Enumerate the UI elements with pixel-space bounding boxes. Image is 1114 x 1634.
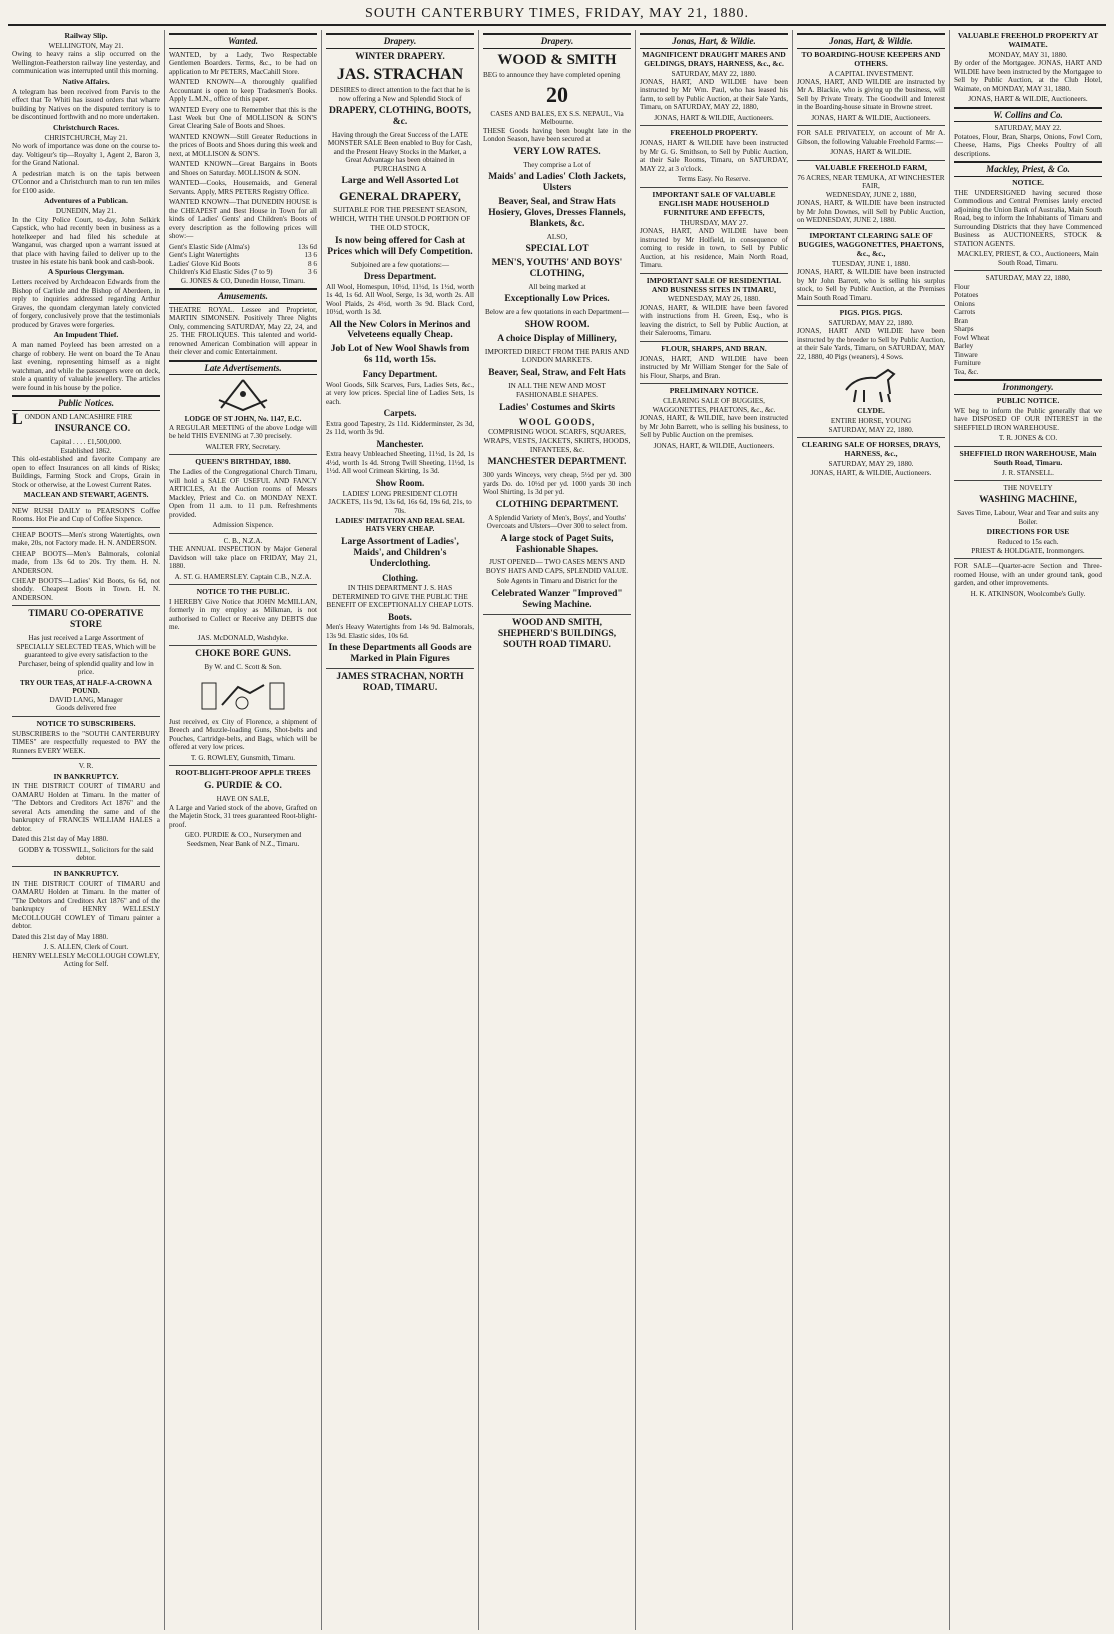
rush-ad: NEW RUSH DAILY to PEARSON'S Coffee Rooms. Hot Pie and Cup of Coffee Sixpence. [12,506,160,524]
divider [797,125,945,126]
wood-smith-intro: BEG to announce they have completed opening [483,71,621,80]
railway-dateline: WELLINGTON, May 21. [48,41,124,50]
boots-text: Men's Heavy Watertights from 14s 9d. Balmorals, 13s 9d. Elastic sides, 10s 6d. [326,623,474,640]
comprise: They comprise a Lot of [523,160,591,169]
clothing-text: IN THIS DEPARTMENT J. S. HAS DETERMINED TO GIVE THE PUBLIC THE BENEFIT OF EXCEPTIONALLY CHEAP LOTS. [326,584,474,610]
general-sub: SUITABLE FOR THE PRESENT SEASON, WHICH, WITH THE UNSOLD PORTION OF THE OLD STOCK, [329,205,471,232]
sale-item: Sharps [954,325,974,334]
low-prices: Exceptionally Low Prices. [504,294,610,305]
priest-sign: PRIEST & HOLDGATE, Ironmongers. [971,546,1085,555]
divider [954,480,1102,481]
coop-goods: Goods delivered free [55,704,117,713]
a6-sign: JONAS, HART, & WILDIE, Auctioneers. [653,441,775,450]
wanted-ad-1: WANTED, by a Lady, Two Respectable Gentlemen Boarders. Terms, &c., to be had on application to Mr PETERS, MacCahill Store. [169,50,317,76]
a4-title: IMPORTANT SALE OF RESIDENTIAL AND BUSINESS SITES IN TIMARU, [646,275,782,294]
a4-text: JONAS, HART, & WILDIE have been favored with instructions from H. Green, Esq., who is leaving the district, to Sell by Public Auction, at their Salerooms, Timaru. [640,303,788,338]
millinery: A choice Display of Millinery, [497,333,617,344]
guns-illustration-icon [169,675,317,715]
amusements-heading: Amusements. [169,288,317,304]
a1-text: JONAS, HART, AND WILDIE have been instructed by Mr Wm. Paul, who has leased his farm, to sell by Public Auction, at their Sale Yards, Timaru, on SATURDAY, MAY 22, 1880, [640,78,788,112]
mackley-heading: Mackley, Priest, & Co. [954,161,1102,177]
wanted-heading: Wanted. [169,33,317,49]
price-value: 13 6 [304,251,317,260]
horse-illustration-icon [797,364,945,404]
collins-text: Potatoes, Flour, Bran, Sharps, Onions, Fowl Corn, Cheese, Hams, Pigs Cheeks Poultry of all descriptions. [954,132,1102,158]
imported: IMPORTED DIRECT FROM THE PARIS AND LONDON MARKETS. [484,346,630,365]
price-value: 3 6 [308,268,317,277]
bankruptcy-date: Dated this 21st day of May 1880. [12,835,109,844]
native-text: A telegram has been received from Parvis to the effect that Te Whiti has issued orders that wharre building by Natives on the disputed territory is to be discontinued forthwith and no more undertaken. [12,87,160,122]
divider [640,341,788,342]
races-heading: Christchurch Races. [52,122,120,132]
b2-text: FOR SALE PRIVATELY, on account of Mr A. Gibson, the following Valuable Freehold Farms:— [797,129,945,146]
beaver-hats: Beaver, Seal, and Straw Hats Hosiery, Gloves, Dresses Flannels, Blankets, &c. [488,196,626,229]
fire-established: Established 1862. [60,446,112,455]
large-lot: Large and Well Assorted Lot [341,176,459,187]
subscribers-heading: NOTICE TO SUBSCRIBERS. [36,718,136,728]
railway-heading: Railway Slip. [64,31,108,40]
iron-text: WE beg to inform the Public generally that we have DISPOSED OF OUR INTEREST in the SHEFFIELD IRON WAREHOUSE. [954,406,1102,432]
b5-text: JONAS, HART AND WILDIE have been instructed by the breeder to Sell by Public Auction, at their Sale Yards, Timaru, on SATURDAY, MAY 22, 1880, 40 Pigs (weaners), 4 Sows. [797,327,945,361]
divider [797,305,945,306]
fancy-heading: Fancy Department. [362,369,438,380]
dunedin-house-sign: G. JONES & CO, Dunedin House, Timaru. [180,276,306,285]
divider [12,716,160,717]
clergyman-text: Letters received by Archdeacon Edwards from the Bishop of Carlisle and the Bishop of Aberdeen, in reply to inquiries addressed regarding Arthur Graves, the quondam clergyman lately convicted of forgery, conclusively prove that the testimonials produced by Graves were forgeries. [12,278,160,329]
guns-heading: CHOKE BORE GUNS. [195,649,291,660]
column-6 [793,30,950,1630]
mens-clothing: MEN'S, YOUTHS' AND BOYS' CLOTHING, [491,258,623,280]
guns-text: Just received, ex City of Florence, a shipment of Breech and Muzzle-loading Guns, Shot-belts and Pouches, Cartridge-belts, and Bags, which will be offered at very low prices. [169,717,317,752]
divider [12,605,160,606]
price-row [169,268,317,276]
lodge-title: LODGE OF ST JOHN, No. 1147, E.C. [184,415,302,424]
showroom-text: LADIES' LONG PRESIDENT CLOTH JACKETS, 11s 9d, 13s 6d, 16s 6d, 19s 6d, 21s, to 70s. [328,489,472,515]
masonic-emblem-icon [169,378,317,412]
wanted-ad-6: WANTED—Cooks, Housemaids, and General Servants. Apply, MRS PETERS Registry Office. [169,179,317,196]
column-4 [479,30,636,1630]
apple-heading: ROOT-BLIGHT-PROOF APPLE TREES [175,768,311,778]
collins-date: SATURDAY, MAY 22. [994,124,1062,133]
wool-goods-text: COMPRISING WOOL SCARFS, SQUARES, WRAPS, VESTS, JACKETS, SKIRTS, HOODS, INFANTEES, &c. [483,427,631,454]
general-drapery: GENERAL DRAPERY, [339,189,461,204]
a6-sub: CLEARING SALE OF BUGGIES, WAGGONETTES, PHAETONS, &c., &c. [652,397,776,414]
offered: Is now being offered for Cash at Prices which will Defy Competition. [327,235,473,257]
columns [8,30,1106,1630]
novelty: THE NOVELTY [1003,483,1053,492]
lodge-sign: WALTER FRY, Secretary. [205,442,281,451]
sale-item: Tinware [954,350,978,359]
boots-ad-1: CHEAP BOOTS—Men's strong Watertights, own make, 20s, not Factory made. H. N. ANDERSON. [12,530,160,548]
c1-date: MONDAY, MAY 31, 1880. [988,50,1068,59]
price-item: Children's Kid Elastic Sides (7 to 9) [169,268,273,277]
mackley-text: THE UNDERSIGNED having secured those Commodious and Central Premises lately erected adjoining the Union Bank of Australia, Main South Road, beg to inform the Inhabitants of Timaru and Surrounding Districts that they have Commenced Business as AUCTIONEERS, STOCK & STATION AGENTS. [954,188,1102,248]
cloth-jackets: Maids' and Ladies' Cloth Jackets, Ulsters [488,172,626,194]
guns-sub: By W. and C. Scott & Son. [204,663,282,672]
divider [640,125,788,126]
ironmongery-heading: Ironmongery. [954,379,1102,395]
iron-sign: T. R. JONES & CO. [998,434,1058,443]
b3-date: WEDNESDAY, JUNE 2, 1880, [825,190,917,199]
a4-date: WEDNESDAY, MAY 26, 1880. [667,295,761,304]
jhw-heading: Jonas, Hart, & Wildie. [640,33,788,49]
b7-title: CLEARING SALE OF HORSES, DRAYS, HARNESS, &c., [801,440,941,459]
divider [12,866,160,867]
wood-smith-name: WOOD & SMITH [497,51,617,68]
collins-heading: W. Collins and Co. [954,107,1102,123]
divider [169,454,317,455]
divider [954,446,1102,447]
winter-drapery: WINTER DRAPERY. [355,51,445,62]
showroom-heading: Show Room. [375,477,425,488]
sale-date: SATURDAY, MAY 22, 1880, [985,274,1071,283]
c1-sign: JONAS, HART & WILDIE, Auctioneers. [968,95,1088,104]
drapery-heading-2: Drapery. [483,33,631,49]
quotations: Subjoined are a few quotations:— [350,260,450,269]
sheffield-heading: SHEFFIELD IRON WAREHOUSE, Main South Road, Timaru. [959,448,1097,467]
clothing-dept: CLOTHING DEPARTMENT. [495,499,619,510]
sale-item: Fowl Wheat [954,333,990,342]
public-notice-text: I HEREBY Give Notice that JOHN McMILLAN, formerly in my employ as Milkman, is not authorised to Collect or Receive any DEBTS due me. [169,597,317,632]
theatre-ad: THEATRE ROYAL. Lessee and Proprietor, MARTIN SIMONSEN. Positively Three Nights Only, commencing SATURDAY, May 22, 24, and 25. THE FROLIQUES. This talented and world-renowned American Combination will appear in their clever and comic Entertainment. [169,305,317,357]
bankruptcy-solicitors: GODBY & TOSSWILL, Solicitors for the said debtor. [18,845,154,863]
below: Below are a few quotations in each Department— [485,308,629,317]
sale-item: Carrots [954,308,976,317]
public-notice-heading-2: PUBLIC NOTICE. [996,395,1060,405]
races-text-2: A pedestrian match is on the tapis between O'Connor and a Christchurch man to run ten miles for £100 aside. [12,169,160,195]
boots-ad-2: CHEAP BOOTS—Men's Balmorals, colonial made, from 13s 6d to 20s. Try them. H. N. ANDERSON. [12,549,160,575]
a1-title: MAGNIFICENT DRAUGHT MARES AND GELDINGS, DRAYS, HARNESS, &c., &c. [642,49,786,68]
b3-text: JONAS, HART, & WILDIE have been instructed by Mr John Downes, will Sell by Public Auction, on WEDNESDAY, JUNE 2, 1880. [797,199,945,225]
price-row [169,260,317,268]
strachan-name: JAS. STRACHAN [336,65,464,83]
manchester-heading: Manchester. [376,438,424,449]
bankruptcy-text: IN THE DISTRICT COURT of TIMARU and OAMARU Holden at Timaru. In the matter of "The Debtors and Creditors Act 1876" and the several Acts amending the same and of the bankruptcy of FRANCIS WILLIAM HALES a debtor. [12,782,160,833]
coop-try: TRY OUR TEAS, AT HALF-A-CROWN A POUND. [19,678,153,696]
publican-text: In the City Police Court, to-day, John Selkirk Capstick, who had recently been in business as a hotelkeeper and had filed his schedule at Wanganui, was charged upon a warrant issued at that place with having failed to deliver up to the trustee in his estate his bank book and cash-book. [12,215,160,266]
carpets-text: Extra good Tapestry, 2s 11d. Kidderminster, 2s 3d, 2s 11d, worth 3s 9d. [326,419,474,437]
column-7 [950,30,1106,1630]
column-5 [636,30,793,1630]
dress-text: All Wool, Homespun, 10½d, 11½d, 1s 1½d, worth 1s 4d, 1s 6d. All Wool, Serge, 1s 3d, worth 2s. All Wool Plaids, 2s 4½d, worth 3s 9d. Black Cord, 10½d, worth 1s 3d. [326,282,474,317]
sale-item: Furniture [954,359,981,368]
queen-admission: Admission Sixpence. [212,521,274,530]
price-row [169,243,317,251]
c1-text: By order of the Mortgagee. JONAS, HART AND WILDIE have been instructed by the Mortgagee to Sell by Public Auction, at the Club Hotel, Waimate, on MONDAY, MAY 31, 1880. [954,59,1102,93]
directions: DIRECTIONS FOR USE [986,527,1070,537]
divider [797,437,945,438]
divider [640,273,788,274]
a1-sign: JONAS, HART & WILDIE, Auctioneers. [654,113,774,122]
price-value: 8 6 [308,259,317,268]
a3-title: IMPORTANT SALE OF VALUABLE ENGLISH MADE HOUSEHOLD FURNITURE AND EFFECTS, [652,189,776,217]
b1-text: JONAS, HART, AND WILDIE are instructed by Mr A. Blackie, who is giving up the business, will Sell by Private Treaty. The Goodwill and Interest in the Boarding-house situate in Browne street. [797,78,945,112]
bankruptcy-2-text: IN THE DISTRICT COURT of TIMARU and OAMARU Holden at Timaru. In the matter of "The Debtors and Creditors Act 1876" and of the bankruptcy of HENRY WELLESLY McCOLLOUGH COWLEY of Timaru painter a debtor. [12,879,160,931]
b1-sub: A CAPITAL INVESTMENT. [828,69,914,78]
c1-title: VALUABLE FREEHOLD PROPERTY AT WAIMATE. [957,31,1099,49]
marking: All being marked at [528,282,586,291]
special-lot: SPECIAL LOT [525,244,589,255]
plain-figures: In these Departments all Goods are Marked in Plain Figures [328,643,472,665]
b2-sign: JONAS, HART & WILDIE. [830,148,912,157]
wanted-ad-3: WANTED Every one to Remember that this is the Last Week but One of MOLLISON & SON'S Great Clearing Sale of Boots and Shoes. [169,105,317,131]
sale-item: Potatoes [954,291,979,300]
bought-text: THESE Goods having been bought late in the London Season, have been secured at [483,126,631,144]
b5-title: PIGS. PIGS. PIGS. [839,308,903,318]
paget-suits: A large stock of Paget Suits, Fashionable Shapes. [500,533,614,555]
fire-insurance-ad [12,410,160,428]
boots-heading: Boots. [388,611,412,622]
sale-items [954,283,1102,376]
felt-hats: Beaver, Seal, Straw, and Felt Hats [488,368,626,379]
price-value: 13s 6d [298,242,317,251]
a6-title: PRELIMINARY NOTICE. [669,386,759,396]
carpets-heading: Carpets. [383,408,417,419]
public-notices-heading: Public Notices. [12,395,160,411]
divider [483,614,631,615]
column-1 [8,30,165,1630]
b7-date: SATURDAY, MAY 29, 1880. [828,460,914,469]
b3-title: VALUABLE FREEHOLD FARM, [815,162,927,172]
b1-sign: JONAS, HART & WILDIE, Auctioneers. [811,113,931,122]
races-dateline: CHRISTCHURCH, May 21. [44,133,128,142]
a6-text: JONAS, HART, & WILDIE, have been instructed by Mr John Barrett, who is selling his business, to Sell by Public Auction on the premises. [640,414,788,440]
queen-text: The Ladies of the Congregational Church Timaru, will hold a SALE OF USEFUL AND FANCY ARTICLES, At the Auction rooms of Messrs Mackley, Priest and Co. on MONDAY NEXT. Open from 11 a.m. to 11 p.m. Refreshments provided. [169,468,317,519]
b6-sub: ENTIRE HORSE, YOUNG [830,417,912,426]
bankruptcy-2-date: Dated this 21st day of May 1880. [12,932,109,941]
fire-title: ONDON AND LANCASHIRE FIRE [24,412,133,421]
purdie-sub: HAVE ON SALE, [216,795,270,804]
divider [954,558,1102,559]
strachan-footer: JAMES STRACHAN, NORTH ROAD, TIMARU. [336,672,464,694]
b6-title: CLYDE. [857,406,885,416]
divider [169,533,317,534]
purdie-sign: GEO. PURDIE & CO., Nurserymen and Seedsmen, Near Bank of N.Z., Timaru. [184,831,302,848]
sheffield-sign: J. R. STANSELL. [1002,468,1054,477]
washing-machine: WASHING MACHINE, [979,495,1077,506]
dropcap-l: L [12,410,23,428]
cbnza-mark: C. B., N.Z.A. [223,536,263,545]
reduced: Reduced to 15s each. [997,538,1059,547]
sale-item: Tea, &c. [954,367,979,376]
coop-manager: DAVID LANG, Manager [49,695,123,704]
price-item: Gent's Light Watertights [169,251,240,260]
bankruptcy-2-heading: IN BANKRUPTCY. [53,868,119,878]
jhw-heading-2: Jonas, Hart, & Wildie. [797,33,945,49]
bankruptcy-2-clerk: J. S. ALLEN, Clerk of Court. [43,943,129,952]
b1-title: TO BOARDING-HOUSE KEEPERS AND OTHERS. [801,49,941,68]
b6-date: SATURDAY, MAY 22, 1880. [828,425,914,434]
a3-date: THURSDAY, MAY 27. [680,218,748,227]
b4-text: JONAS, HART, & WILDIE have been instructed by Mr John Barrett, who is selling his surplus stock, to Sell by Public Auction, at the Premises Main South Road Timaru. [797,268,945,302]
clergyman-heading: A Spurious Clergyman. [47,267,125,277]
a5-text: JONAS, HART, AND WILDIE have been instructed by Mr William Stenger for the Sale of his Flour, Sharps, and Bran. [640,354,788,380]
seal-hats: LADIES' IMITATION AND REAL SEAL HATS VERY CHEAP. [335,517,465,534]
clothing-dept-text: A Splendid Variety of Men's, Boys', and Youths' Overcoats and Ulsters—Over 300 to select from. [486,513,628,531]
publican-heading: Adventures of a Publican. [44,196,128,206]
fire-capital: Capital . . . . £1,500,000. [50,438,122,447]
coop-title: TIMARU CO-OPERATIVE STORE [28,609,144,631]
a2-terms: Terms Easy. No Reserve. [677,175,751,184]
wanzer-machine: Celebrated Wanzer "Improved" Sewing Machine. [491,588,623,610]
late-ads-heading: Late Advertisements. [169,360,317,376]
wood-smith-footer: WOOD AND SMITH, SHEPHERD'S BUILDINGS, SOUTH ROAD TIMARU. [497,617,617,650]
divider [797,160,945,161]
bankruptcy-heading: IN BANKRUPTCY. [53,771,119,781]
shawls: Job Lot of New Wool Shawls from 6s 11d, worth 15s. [330,344,470,366]
bankruptcy-2-sign: HENRY WELLESLY McCOLLOUGH COWLEY, Acting for Self. [12,951,160,969]
washing-sub: Saves Time, Labour, Wear and Tear and suits any Boiler. [957,509,1099,526]
manchester-text: Extra heavy Unbleached Sheeting, 11½d, 1s 2d, 1s 4½d, worth 1s 4d. Strong Twill Sheeting, 11½d, 1s 1½d. All wool Crimean Skirting, 1s 3d. [326,450,474,476]
subscribers-text: SUBSCRIBERS to the "SOUTH CANTERBURY TIMES" are respectfully requested to PAY the Runners EVERY WEEK. [12,729,160,755]
fire-agents: MACLEAN AND STEWART, AGENTS. [23,491,149,500]
also: ALSO, [546,232,568,241]
native-heading: Native Affairs. [62,76,110,86]
sale-item: Bran [954,316,968,325]
queen-heading: QUEEN'S BIRTHDAY, 1880. [195,457,291,467]
price-item: Gent's Elastic Side (Alma's) [169,242,250,251]
a2-title: FREEHOLD PROPERTY. [670,128,758,138]
price-row [169,251,317,259]
sale-item: Barley [954,342,974,351]
notice-heading: NOTICE. [1012,177,1044,187]
boots-ad-3: CHEAP BOOTS—Ladies' Kid Boots, 6s 6d, not shoddy. Cheapest Boots in Town. H. N. ANDERSON. [12,576,160,602]
purdie-text: A Large and Varied stock of the above, Grafted on the Majetin Stock, 31 trees guaranteed Root-blight-proof. [169,803,317,829]
cases-count: 20 [546,81,568,107]
price-item: Ladies' Glove Kid Boots [169,259,240,268]
guns-sign: T. G. ROWLEY, Gunsmith, Timaru. [190,753,296,762]
dress-heading: Dress Department. [363,271,437,281]
public-notice-heading: NOTICE TO THE PUBLIC. [196,587,290,597]
a1-date: SATURDAY, MAY 22, 1880. [671,69,757,78]
b5-date: SATURDAY, MAY 22, 1880. [828,318,914,327]
divider [797,228,945,229]
column-2 [165,30,322,1630]
wanted-ad-4: WANTED KNOWN—Still Greater Reductions in the prices of Boots and Shoes during this week and next, at MOLLISON & SON'S. [169,132,317,158]
mackley-sign: MACKLEY, PRIEST, & CO., Auctioneers, Main South Road, Timaru. [957,250,1099,267]
just-opened: JUST OPENED— TWO CASES MEN'S AND BOYS' HATS AND CAPS, SPLENDID VALUE. [485,558,629,575]
a2-text: JONAS, HART & WILDIE have been instructed by Mr G. G. Smithson, to Sell by Public Auction, at their Sale Rooms, Timaru, on SATURDAY, MAY 22, at 3 o'clock. [640,139,788,173]
manchester-dept-text: 300 yards Winceys, very cheap, 5½d per yd. 300 yards Do. do. 10½d per yd. 1000 yards 30 inch Wool Shirting, 1s 3d per yd. [483,471,631,497]
colors: All the New Colors in Merinos and Velveteens equally Cheap. [329,319,471,341]
thief-text: A man named Poyleed has been arrested on a charge of robbery. He went on board the Te Anau last evening, representing himself as a night watchman, and while the passengers were on deck, stole a quantity of valuable jewellery. The articles were found in his house by the police. [12,341,160,392]
divider [640,383,788,384]
for-sale: FOR SALE—Quarter-acre Section and Three-roomed House, with an under ground tank, good garden, and other improvements. [954,562,1102,588]
purdie-heading: G. PURDIE & CO. [204,781,282,792]
sale-item: Flour [954,282,970,291]
a5-title: FLOUR, SHARPS, AND BRAN. [661,343,767,353]
a3-text: JONAS, HART, AND WILDIE have been instructed by Mr Holfield, in consequence of coming to reside in town, to Sell by Public Auction, at his residence, Main North Road, Timaru. [640,227,788,270]
coop-text: Has just received a Large Assortment of SPECIALLY SELECTED TEAS, Which will be guaranteed to give every satisfaction to the Purchaser, being of splendid quality and low in price. [16,634,156,677]
wool-goods-heading: WOOL GOODS, [518,416,596,427]
inspection-sign: A. ST. G. HAMERSLEY. Captain C.B., N.Z.A. [174,572,312,581]
fire-text: This old-established and favorite Company are open to effect Insurances on all kinds of Risks; Buildings, Farming Stock and Crops, Grain in Stock or otherwise, at the Lowest Current Rates. [12,455,160,489]
fancy-text: Wool Goods, Silk Scarves, Furs, Ladies Sets, &c., at very low prices. Special line of Ladies Sets, 1s each. [326,380,474,406]
wanted-ad-2: WANTED KNOWN—A thoroughly qualified Accountant is open to keep Tradesmen's Books. Apply L.M.N., office of this paper. [169,78,317,104]
divider [169,645,317,646]
divider [12,503,160,504]
divider [954,270,1102,271]
costumes: Ladies' Costumes and Skirts [499,402,615,413]
strachan-stock: DRAPERY, CLOTHING, BOOTS, &c. [328,106,472,128]
divider [12,527,160,528]
manchester-dept: MANCHESTER DEPARTMENT. [487,457,627,468]
show-room: SHOW ROOM. [524,319,590,330]
vr-mark: V. R. [78,762,94,771]
inspection-text: THE ANNUAL INSPECTION by Major General Davidson will take place on FRIDAY, May 21, 1880. [169,545,317,571]
wanted-ad-5: WANTED KNOWN—Great Bargains in Boots and Shoes on Saturday. MOLLISON & SON. [169,160,317,177]
masthead: SOUTH CANTERBURY TIMES, FRIDAY, MAY 21, 1880. [8,4,1106,26]
wanted-ad-7: WANTED KNOWN—That DUNEDIN HOUSE is the CHEAPEST and Best House in Town for all kinds of Ladies' Gents' and Children's Boots of every description as the following prices will show:— [169,198,317,241]
divider [169,765,317,766]
fire-title-2: INSURANCE CO. [54,424,131,435]
divider [326,668,474,669]
public-notice-sign: JAS. McDONALD, Washdyke. [197,633,289,642]
sole-agents: Sole Agents in Timaru and District for the [496,577,618,586]
thief-heading: An Impudent Thief. [53,330,119,340]
clothing-heading: Clothing. [382,572,418,583]
b4-date: TUESDAY, JUNE 1, 1880. [831,259,911,268]
strachan-intro-2: Having through the Great Success of the LATE MONSTER SALE Been enabled to Buy for Cash, and the Present Heavy Stocks in the Market, a Great Advantage has been obtained in PURCHASING A [327,130,473,173]
railway-text: Owing to heavy rains a slip occurred on the Wellington-Featherston railway line yesterday, and communication was interrupted until this morning. [12,50,160,76]
publican-dateline: DUNEDIN, May 21. [55,207,117,216]
sale-item: Onions [954,299,975,308]
lodge-text: A REGULAR MEETING of the above Lodge will be held THIS EVENING at 7.30 precisely. [169,423,317,441]
drapery-heading: Drapery. [326,33,474,49]
atkinson: H. K. ATKINSON, Woolcombe's Gully. [970,589,1086,598]
divider [169,584,317,585]
column-3 [322,30,479,1630]
races-text: No work of importance was done on the course to-day. Voltigeur's tip—Royalty 1, Agent 2, Baron 3, for the Grand National. [12,142,160,168]
b4-title: IMPORTANT CLEARING SALE OF BUGGIES, WAGGONETTES, PHAETONS, &c., &c., [798,230,944,258]
strachan-intro: DESIRES to direct attention to the fact that he is now offering a New and Splendid Stock of [330,86,470,103]
cases-text: CASES AND BALES, EX S.S. NEPAUL, Via Melbourne. [490,109,624,127]
underclothing: Large Assortment of Ladies', Maids', and Children's Underclothing. [341,536,459,569]
b7-sign: JONAS, HART, & WILDIE, Auctioneers. [810,468,932,477]
divider [640,187,788,188]
shapes: IN ALL THE NEW AND MOST FASHIONABLE SHAPES. [508,381,606,399]
divider [12,758,160,759]
b3-sub: 76 ACRES, NEAR TEMUKA, AT WINCHESTER FAIR, [797,173,945,191]
low-rates: VERY LOW RATES. [513,146,601,157]
